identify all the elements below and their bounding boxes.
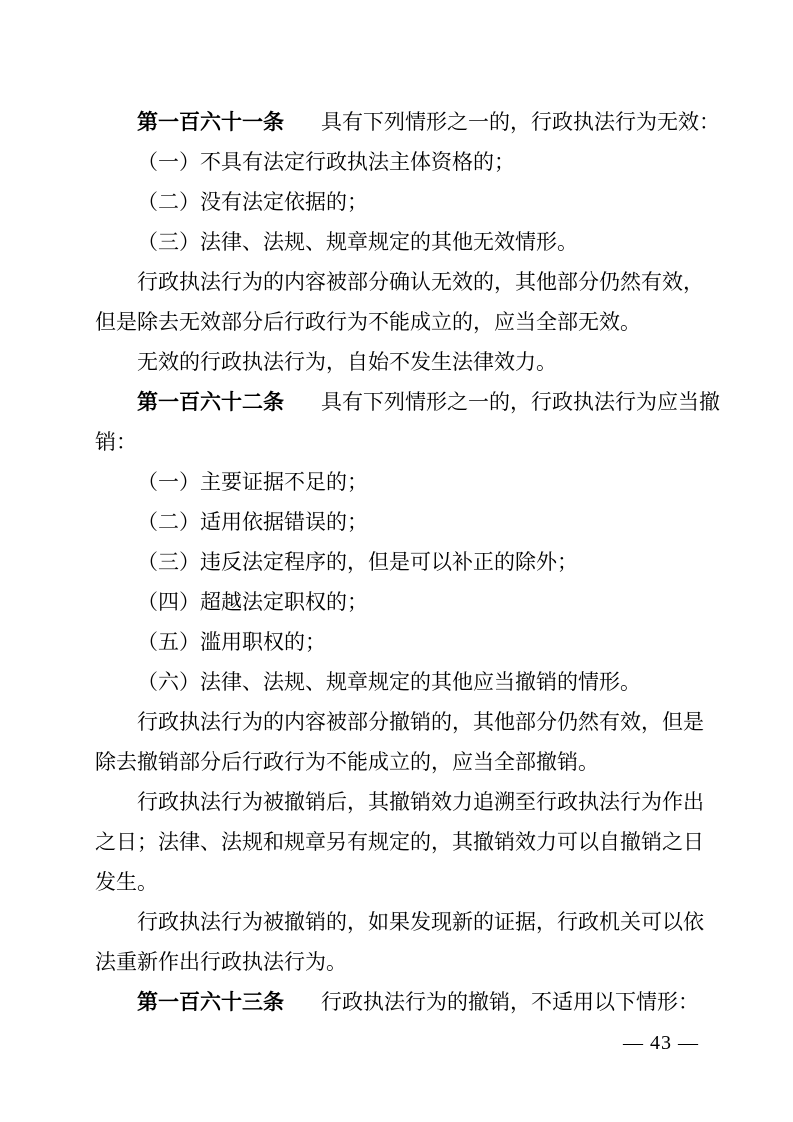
document-body [95,102,720,1022]
text-line: （五）滥用职权的； [137,630,326,654]
text-line: （二）适用依据错误的； [137,510,368,534]
article-heading-line [95,982,715,1022]
text-line: （一）主要证据不足的； [137,470,368,494]
text-line: （三）违反法定程序的，但是可以补正的除外； [137,550,578,574]
article-number: 第一百六十三条 [137,990,284,1014]
text-line: 行政执法行为被撤销的，如果发现新的证据，行政机关可以依 [137,910,704,934]
text-line: 除去撤销部分后行政行为不能成立的，应当全部撤销。 [95,750,599,774]
article-lead-text: 具有下列情形之一的，行政执法行为无效： [321,110,720,134]
article-heading-line [95,102,720,142]
article-lead-text: 行政执法行为的撤销，不适用以下情形： [321,990,699,1014]
text-line: 但是除去无效部分后行政行为不能成立的，应当全部无效。 [95,310,641,334]
article-number: 第一百六十一条 [137,110,284,134]
text-line: （四）超越法定职权的； [137,590,368,614]
text-line: （三）法律、法规、规章规定的其他无效情形。 [137,230,578,254]
text-line: 发生。 [95,870,158,894]
article-number: 第一百六十二条 [137,390,284,414]
text-line: 行政执法行为被撤销后，其撤销效力追溯至行政执法行为作出 [137,790,704,814]
text-line: 无效的行政执法行为，自始不发生法律效力。 [137,350,557,374]
text-line: （六）法律、法规、规章规定的其他应当撤销的情形。 [137,670,641,694]
text-line: 销： [95,430,137,454]
text-line: 法重新作出行政执法行为。 [95,950,347,974]
page-number: — 43 — [623,1032,699,1054]
article-heading-line [95,382,720,422]
text-line: 之日；法律、法规和规章另有规定的，其撤销效力可以自撤销之日 [95,830,704,854]
article-lead-text: 具有下列情形之一的，行政执法行为应当撤 [321,390,720,414]
text-line: （二）没有法定依据的； [137,190,368,214]
text-line: （一）不具有法定行政执法主体资格的； [137,150,515,174]
text-line: 行政执法行为的内容被部分撤销的，其他部分仍然有效，但是 [137,710,704,734]
text-line: 行政执法行为的内容被部分确认无效的，其他部分仍然有效， [137,270,704,294]
